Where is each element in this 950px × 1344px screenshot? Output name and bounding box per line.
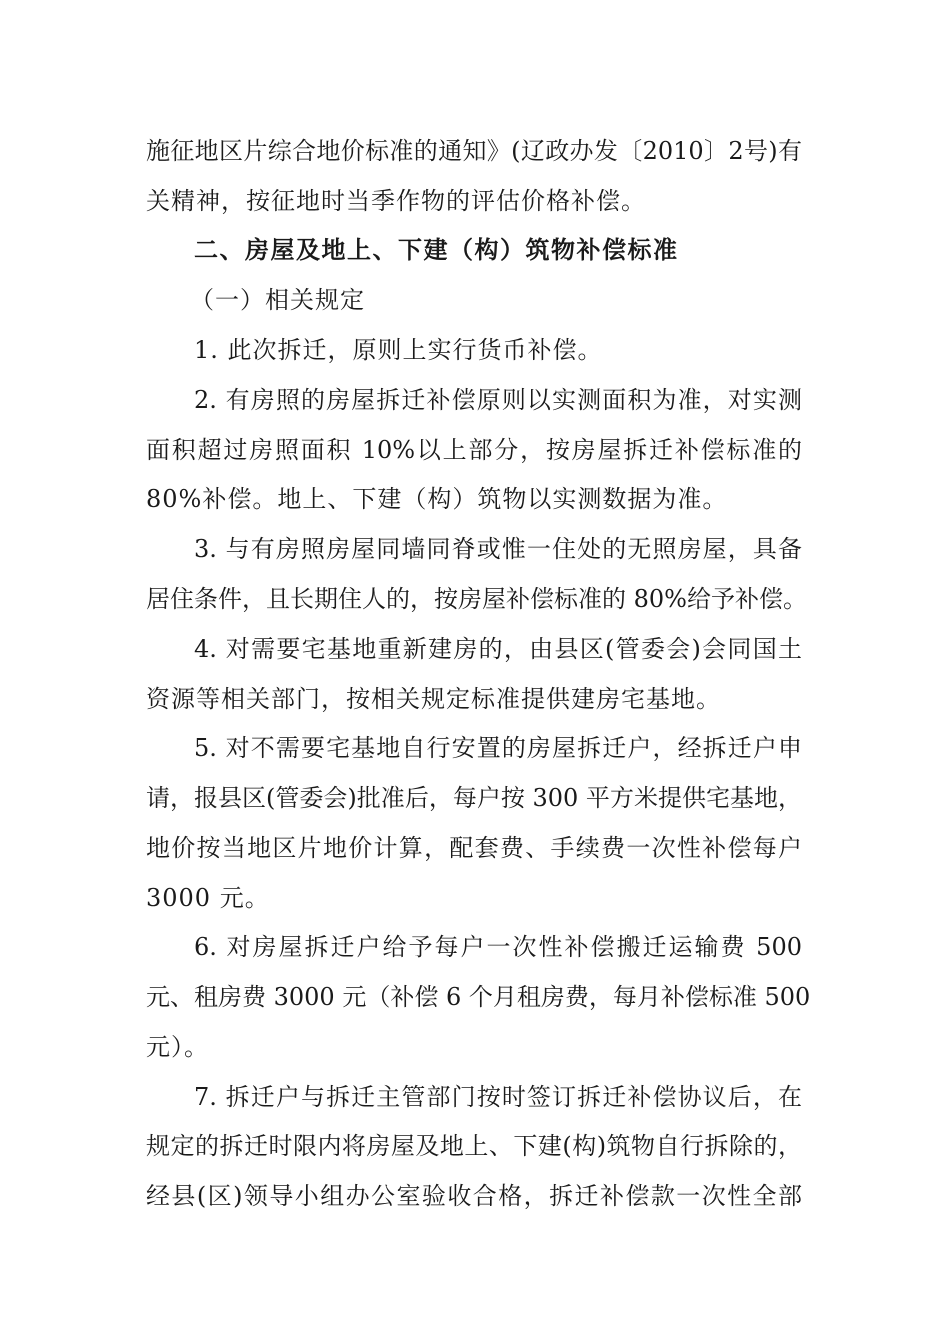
- paragraph-line: 施征地区片综合地价标准的通知》(辽政办发〔2010〕2号)有: [146, 137, 802, 165]
- paragraph-line: 元、租房费 3000 元（补偿 6 个月租房费，每月补偿标准 500: [146, 983, 811, 1011]
- paragraph-line: 元）。: [146, 1033, 209, 1061]
- paragraph-line: 面积超过房照面积 10%以上部分，按房屋拆迁补偿标准的: [146, 436, 802, 464]
- paragraph-line: 经县(区)领导小组办公室验收合格，拆迁补偿款一次性全部: [146, 1182, 802, 1210]
- subsection-heading: （一）相关规定: [190, 286, 365, 314]
- paragraph-line: 规定的拆迁时限内将房屋及地上、下建(构)筑物自行拆除的，: [146, 1132, 802, 1160]
- section-heading: 二、房屋及地上、下建（构）筑物补偿标准: [194, 236, 679, 264]
- paragraph-line: 2. 有房照的房屋拆迁补偿原则以实测面积为准，对实测: [194, 386, 802, 414]
- paragraph-line: 3. 与有房照房屋同墙同脊或惟一住处的无照房屋，具备: [194, 535, 802, 563]
- paragraph-line: 居住条件，且长期住人的，按房屋补偿标准的 80%给予补偿。: [146, 585, 807, 613]
- paragraph-line: 请，报县区(管委会)批准后，每户按 300 平方米提供宅基地，: [146, 784, 802, 812]
- paragraph-line: 关精神，按征地时当季作物的评估价格补偿。: [146, 187, 646, 215]
- paragraph-line: 资源等相关部门，按相关规定标准提供建房宅基地。: [146, 685, 721, 713]
- paragraph-line: 6. 对房屋拆迁户给予每户一次性补偿搬迁运输费 500: [194, 933, 802, 961]
- paragraph-line: 7. 拆迁户与拆迁主管部门按时签订拆迁补偿协议后，在: [194, 1083, 802, 1111]
- paragraph-line: 5. 对不需要宅基地自行安置的房屋拆迁户，经拆迁户申: [194, 734, 802, 762]
- paragraph-line: 地价按当地区片地价计算，配套费、手续费一次性补偿每户: [146, 834, 802, 862]
- paragraph-line: 80%补偿。地上、下建（构）筑物以实测数据为准。: [146, 485, 728, 513]
- paragraph-line: 4. 对需要宅基地重新建房的，由县区(管委会)会同国土: [194, 635, 802, 663]
- paragraph-line: 1. 此次拆迁，原则上实行货币补偿。: [194, 336, 603, 364]
- paragraph-line: 3000 元。: [146, 884, 270, 912]
